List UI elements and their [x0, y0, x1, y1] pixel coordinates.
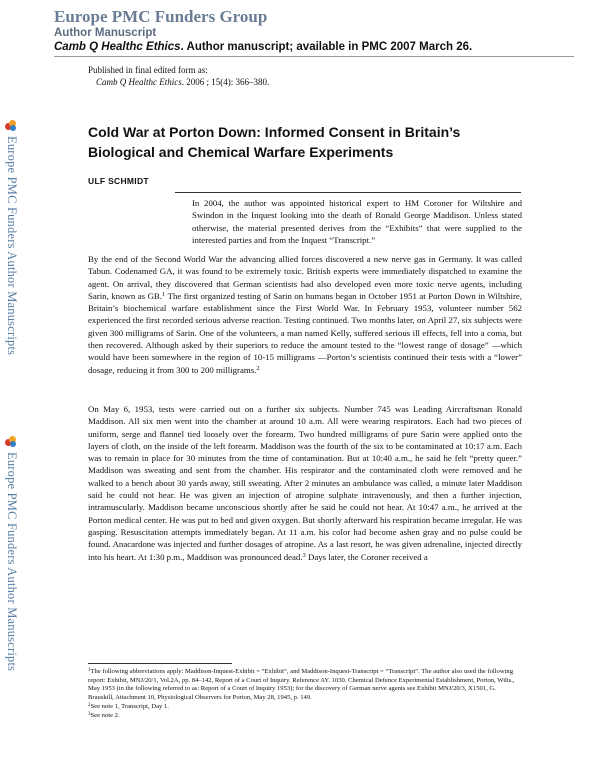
page-header	[54, 8, 574, 54]
sidebar-label: Europe PMC Funders Author Manuscripts	[5, 452, 19, 672]
footnotes	[88, 668, 522, 720]
pub-citation	[88, 76, 269, 88]
footnote-text: See note 1, Transcript, Day 1.	[90, 702, 169, 710]
footnote-ref[interactable]: 1	[162, 290, 166, 298]
paragraph-text: Days later, the Coroner received a	[305, 551, 428, 562]
footnote-text: See note 2.	[90, 711, 120, 719]
paragraph-text: The first organized testing of Sarin on humans began in October 1951 at Porton Down in Wiltshire, Britain’s biochemical warfare establishment since the First World War. In February 1953, volunteer number 562 experienced the first recorded serious adverse reaction. Testing continued. Two months later, on April 27, six subjects were given 300 milligrams of Sarin. One of the volunteers, a man named Kelly, suffered serious ill effects, fell into a coma, but then recovered. Although asked by their superiors to reduce the amount tested to the “lowest range of dosage” —which would have been somewhere in the region of 10-15 milligrams —Porton’s scientists continued their tests with a “lower” dosage, reducing it from 300 to 200 milligrams.	[88, 290, 522, 375]
footnote	[88, 668, 522, 703]
footnote-ref[interactable]: 2	[256, 364, 260, 372]
footnote	[88, 712, 522, 721]
sidebar-label: Europe PMC Funders Author Manuscripts	[5, 136, 19, 356]
manuscript-type: Author Manuscript	[54, 27, 157, 39]
availability-text: . Author manuscript; available in PMC 2007 March 26.	[180, 41, 473, 53]
paragraph-text: On May 6, 1953, tests were carried out on a further six subjects. Number 745 was Leading Aircraftsman Ronald Maddison. All six men went into the chamber at around 10 a.m. All were wearing respirators. Each had two pieces of uniform, serge and flannel tied loosely over the forearm. Two hundred milligrams of pure Sarin were applied onto the layers of cloth, on the inside of the left forearm. Maddison was the fourth of the six to be contaminated at 10:17 a.m. Each was to remain in place for 30 minutes from the time of contamination. But at 10:40 a.m., he said he felt “pretty queer.” Maddison was sweating and sent from the chamber. His respirator and the contaminated cloth were removed and he walked to a bench about 30 yards away, still sweating. After 2 minutes an ambulance was called, a minute later Maddison said he could not hear. He was given an injection of atropine sulphate intravenously, and then a further injection, intramuscularly. Maddison became unconscious shortly after he said he could not hear. At 10:47 a.m., he arrived at the Porton medical center. He was put to bed and given oxygen. But shortly afterward his respiration became irregular. He was gasping. Resuscitation attempts immediately began. At 11 a.m. his color had become ashen gray and no pulse could be found. Anacardone was injected and further dosages of atropine. As a last resort, he was given adrenaline, injected directly into his heart. At 1:30 p.m., Maddison was pronounced dead.	[88, 404, 522, 562]
pub-info-label: Published in final edited form as:	[88, 65, 208, 75]
pub-journal: Camb Q Healthc Ethics	[96, 77, 182, 87]
sidebar-label-group	[3, 436, 19, 671]
article-author: ULF SCHMIDT	[88, 176, 149, 186]
europe-pmc-logo-icon	[5, 436, 17, 448]
footnote	[88, 703, 522, 712]
publication-info	[88, 64, 269, 88]
footnote-ref[interactable]: 3	[302, 551, 306, 559]
europe-pmc-logo-icon	[5, 120, 17, 132]
footnote-divider	[88, 663, 232, 664]
paragraph-text: By the end of the Second World War the advancing allied forces discovered a new nerve gas in Germany. It was called Tabun. Codenamed GA, it was found to be extremely toxic. British experts were immediately dispatched to examine the agent. On arrival, they discovered that German scientists had also developed even more toxic nerve agents, including Sarin, known as GB.	[88, 254, 522, 301]
body-paragraph-2	[88, 403, 522, 563]
author-divider	[175, 192, 521, 193]
body-paragraph-1	[88, 253, 522, 376]
footnote-text: The following abbreviations apply: Maddison-Inquest-Exhibit = “Exhibit”, and Maddison-Inquest-Transcript = “Transcript”. The author also used the following report: Exhibit, MNJ/20/1, Vol.2A, pp. 84–142, Report of a Court of Inquiry. Reference AY. 1030. Chemical Defence Experimental Establishment, Porton, Wilts., May 1953 (in the following referred to as: Report of a Court of Inquiry 1953); for the discovery of German nerve agents see Exhibit MNJ/20/3, X1501, G. Brauskill, Attachment 10, Physiological Observers for Porton, May 28, 1945, p. 149.	[88, 668, 515, 702]
pub-citation-detail: . 2006 ; 15(4): 366–380.	[181, 77, 270, 87]
footnote-number: 2	[88, 702, 91, 708]
article-title: Cold War at Porton Down: Informed Consent in Britain’s Biological and Chemical Warfare Experiments	[88, 124, 461, 160]
sidebar	[0, 0, 22, 776]
journal-name: Camb Q Healthc Ethics	[54, 41, 181, 53]
sidebar-label-group	[3, 120, 19, 355]
abstract-paragraph: In 2004, the author was appointed historical expert to HM Coroner for Wiltshire and Swindon in the Inquest looking into the death of Ronald George Maddison. Unless stated otherwise, the material presented derives from the “Exhibits” that were supplied to the interested parties and from the Inquest “Transcript.”	[192, 198, 522, 245]
journal-availability	[54, 40, 574, 54]
funders-group-title: Europe PMC Funders Group	[54, 7, 268, 26]
footnote-number: 1	[88, 668, 91, 673]
header-divider	[54, 56, 574, 57]
footnote-number: 3	[88, 711, 91, 717]
